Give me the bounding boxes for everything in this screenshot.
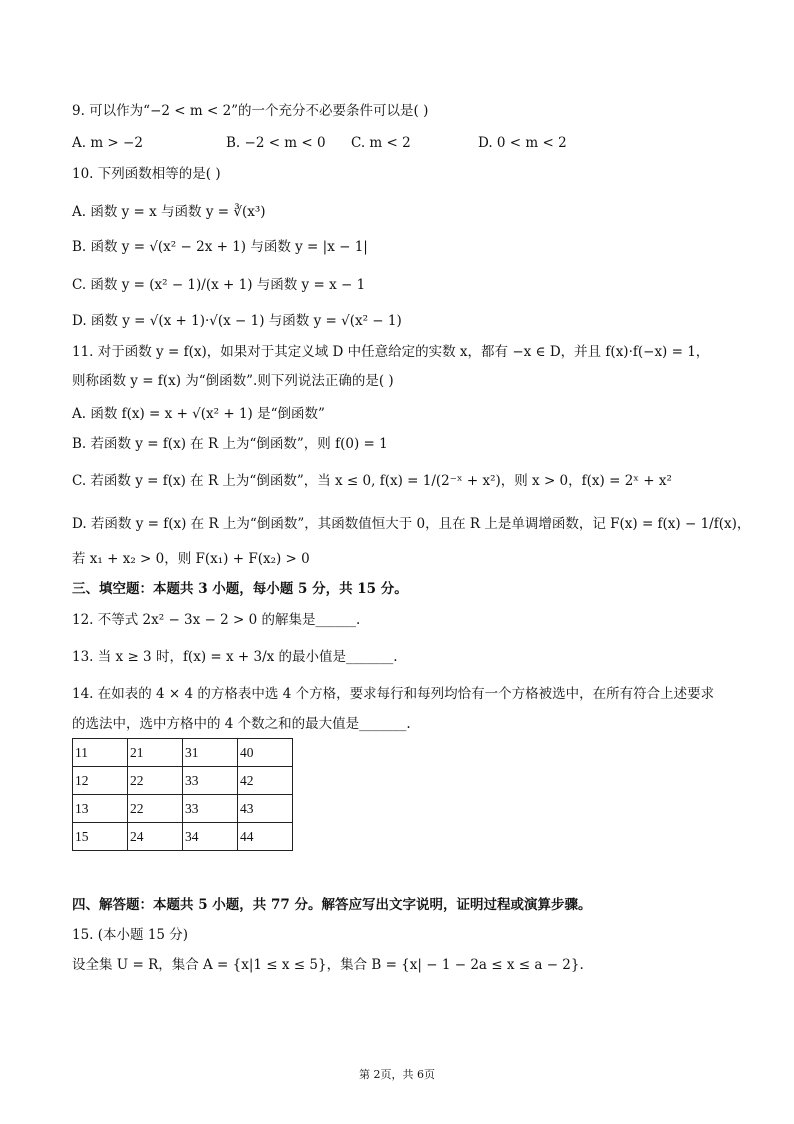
q9-option-a: A. m > −2	[72, 135, 143, 151]
number-grid-table	[72, 738, 293, 851]
table-row	[73, 739, 293, 767]
table-cell: 33	[183, 795, 238, 823]
q14-line2: 的选法中，选中方格中的 4 个数之和的最大值是_______.	[72, 716, 411, 732]
section4-heading: 四、解答题：本题共 5 小题，共 77 分。解答应写出文字说明，证明过程或演算步骤。	[72, 897, 592, 913]
q11-stem-line1: 11. 对于函数 y = f(x)，如果对于其定义域 D 中任意给定的实数 x，都有 −x ∈ D，并且 f(x)·f(−x) = 1，	[72, 344, 710, 360]
table-cell: 43	[238, 795, 293, 823]
table-row	[73, 795, 293, 823]
table-cell: 33	[183, 767, 238, 795]
table-cell: 11	[73, 739, 128, 767]
q9-option-d: D. 0 < m < 2	[478, 135, 567, 151]
page-footer: 第 2页，共 6页	[359, 1068, 435, 1081]
q11-option-c: C. 若函数 y = f(x) 在 R 上为“倒函数”，当 x ≤ 0, f(x) = 1/(2⁻ˣ + x²)，则 x > 0，f(x) = 2ˣ + x²	[72, 473, 672, 489]
q15-text: 设全集 U = R，集合 A = {x|1 ≤ x ≤ 5}，集合 B = {x| − 1 − 2a ≤ x ≤ a − 2}.	[72, 957, 584, 973]
table-cell: 12	[73, 767, 128, 795]
q15-title: 15. (本小题 15 分)	[72, 927, 189, 943]
q11-option-d: D. 若函数 y = f(x) 在 R 上为“倒函数”，其函数值恒大于 0，且在 R 上是单调增函数，记 F(x) = f(x) − 1/f(x)，	[72, 516, 751, 532]
section3-heading: 三、填空题：本题共 3 小题，每小题 5 分，共 15 分。	[72, 581, 408, 597]
table-cell: 42	[238, 767, 293, 795]
q10-option-b: B. 函数 y = √(x² − 2x + 1) 与函数 y = |x − 1|	[72, 239, 368, 255]
table-cell: 22	[128, 795, 183, 823]
q10-stem: 10. 下列函数相等的是( )	[72, 166, 221, 182]
q9-stem: 9. 可以作为“−2 < m < 2”的一个充分不必要条件可以是( )	[72, 103, 429, 119]
q10-option-d: D. 函数 y = √(x + 1)·√(x − 1) 与函数 y = √(x² − 1)	[72, 313, 402, 329]
table-cell: 21	[128, 739, 183, 767]
table-row	[73, 823, 293, 851]
q9-option-c: C. m < 2	[351, 135, 411, 151]
table-cell: 15	[73, 823, 128, 851]
q11-stem-line2: 则称函数 y = f(x) 为“倒函数”.则下列说法正确的是( )	[72, 373, 394, 389]
table-cell: 24	[128, 823, 183, 851]
table-cell: 34	[183, 823, 238, 851]
q11-option-d-line2: 若 x₁ + x₂ > 0，则 F(x₁) + F(x₂) > 0	[72, 551, 310, 567]
q11-option-b: B. 若函数 y = f(x) 在 R 上为“倒函数”，则 f(0) = 1	[72, 436, 388, 452]
q11-option-a: A. 函数 f(x) = x + √(x² + 1) 是“倒函数”	[72, 406, 325, 422]
table-row	[73, 767, 293, 795]
q12-text: 12. 不等式 2x² − 3x − 2 > 0 的解集是______.	[72, 612, 361, 628]
table-cell: 31	[183, 739, 238, 767]
table-cell: 44	[238, 823, 293, 851]
q13-text: 13. 当 x ≥ 3 时，f(x) = x + 3/x 的最小值是_______.	[72, 649, 398, 665]
table-cell: 13	[73, 795, 128, 823]
q14-line1: 14. 在如表的 4 × 4 的方格表中选 4 个方格，要求每行和每列均恰有一个方格被选中，在所有符合上述要求	[72, 686, 715, 702]
q10-option-c: C. 函数 y = (x² − 1)/(x + 1) 与函数 y = x − 1	[72, 277, 366, 293]
q10-option-a: A. 函数 y = x 与函数 y = ∛(x³)	[72, 204, 266, 220]
table-cell: 40	[238, 739, 293, 767]
q9-option-b: B. −2 < m < 0	[226, 135, 326, 151]
table-cell: 22	[128, 767, 183, 795]
